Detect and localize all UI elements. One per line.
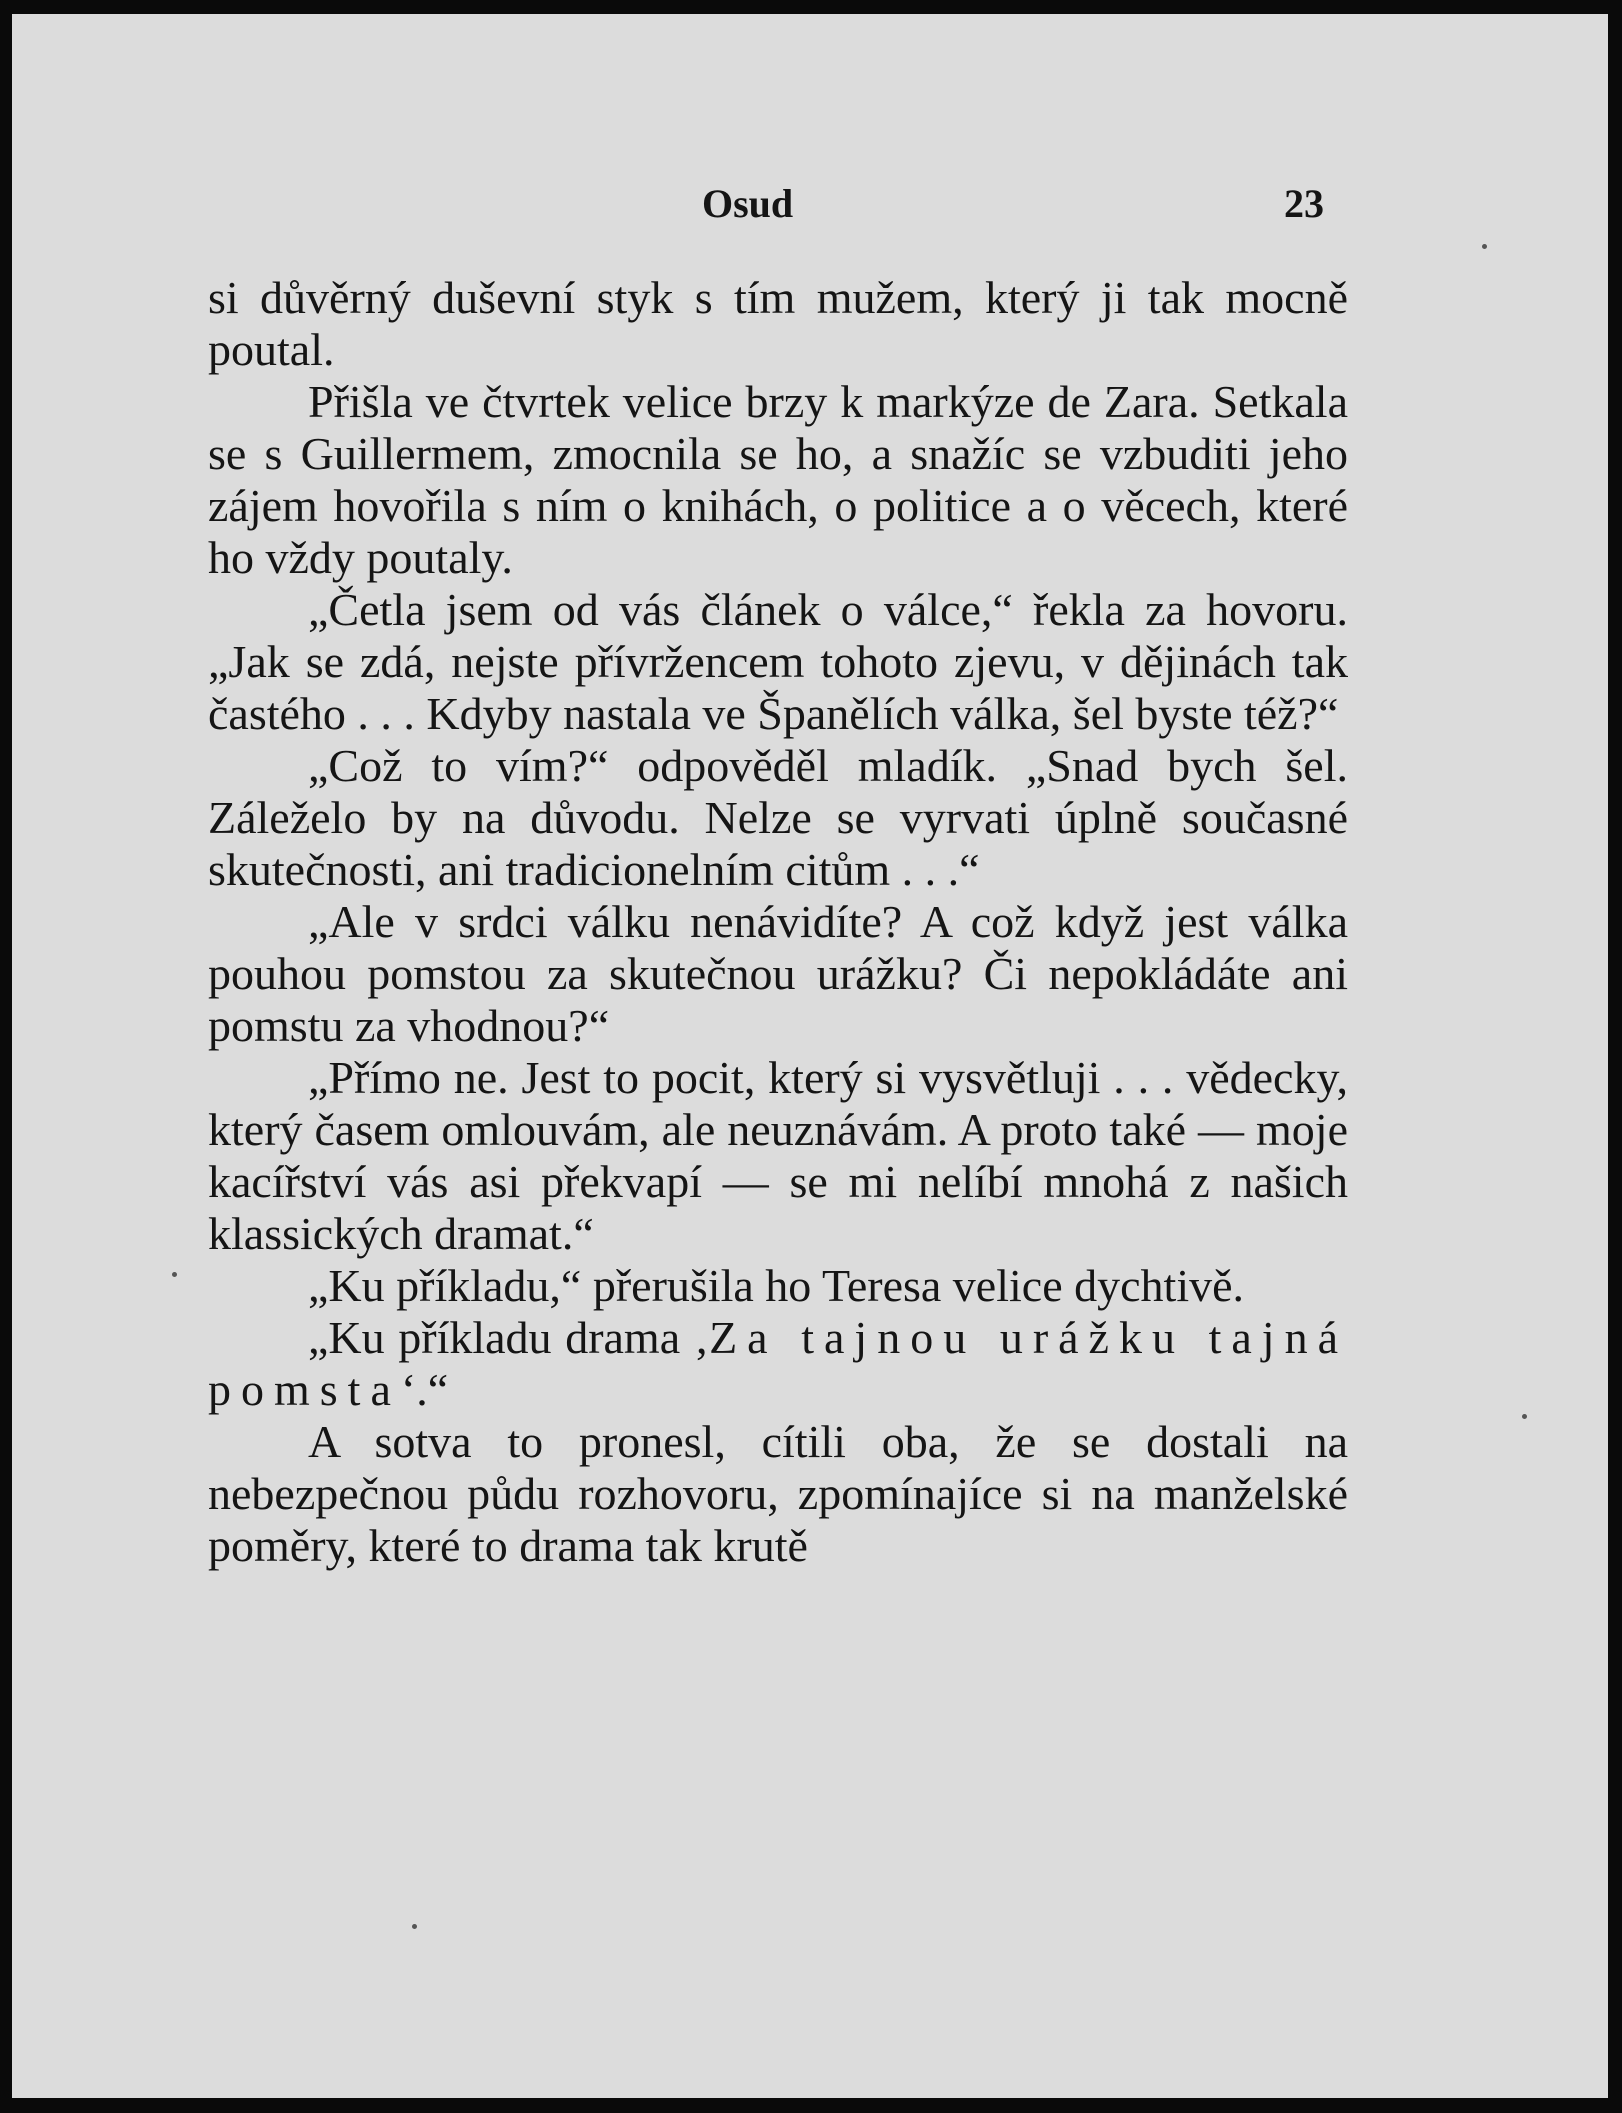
dialogue-paragraph: „Což to vím?“ odpověděl mladík. „Snad bych šel. Záleželo by na důvodu. Nelze se vyrvati úplně současné skutečnosti, ani tradicionelním citům . . .“ bbox=[208, 740, 1348, 895]
running-title: Osud bbox=[702, 181, 794, 226]
print-speck bbox=[412, 1924, 417, 1929]
dialogue-paragraph: „Přímo ne. Jest to pocit, který si vysvětluji . . . vědecky, který časem omlouvám, ale neuznávám. A proto také — moje kacířství vás asi překvapí — se mi nelíbí mnohá z našich klassických dramat.“ bbox=[208, 1052, 1348, 1259]
print-speck bbox=[1522, 1414, 1527, 1419]
dialogue-paragraph bbox=[208, 1312, 1348, 1416]
dialogue-paragraph: „Četla jsem od vás článek o válce,“ řekla za hovoru. „Jak se zdá, nejste přívržencem tohoto zjevu, v dějinách tak častého . . . Kdyby nastala ve Španělích válka, šel byste též?“ bbox=[208, 584, 1348, 739]
dialogue-paragraph: „Ale v srdci válku nenávidíte? A což když jest válka pouhou pomstou za skutečnou urážku? Či nepokládáte ani pomstu za vhodnou?“ bbox=[208, 896, 1348, 1051]
book-page bbox=[12, 14, 1608, 2098]
quote-end: ‘.“ bbox=[400, 1364, 449, 1415]
print-speck bbox=[172, 1272, 177, 1277]
paragraph: A sotva to pronesl, cítili oba, že se dostali na nebezpečnou půdu rozhovoru, zpomínajíce si na manželské poměry, které to drama tak krutě bbox=[208, 1416, 1348, 1571]
paragraph-continuation: si důvěrný duševní styk s tím mužem, který ji tak mocně poutal. bbox=[208, 272, 1348, 375]
spaced-drama-title: Za tajnou urážku tajná pomsta bbox=[208, 1312, 1349, 1415]
print-speck bbox=[1482, 244, 1487, 249]
dialogue-paragraph: „Ku příkladu,“ přerušila ho Teresa velice dychtivě. bbox=[308, 1260, 1245, 1311]
body-text bbox=[208, 272, 1348, 1572]
page-header bbox=[12, 180, 1608, 230]
quote-start: „Ku příkladu drama ‚ bbox=[308, 1312, 710, 1363]
paragraph: Přišla ve čtvrtek velice brzy k markýze de Zara. Setkala se s Guillermem, zmocnila se ho, a snažíc se vzbuditi jeho zájem hovořila s ním o knihách, o politice a o věcech, které ho vždy poutaly. bbox=[208, 376, 1348, 583]
page-number: 23 bbox=[1284, 181, 1324, 226]
